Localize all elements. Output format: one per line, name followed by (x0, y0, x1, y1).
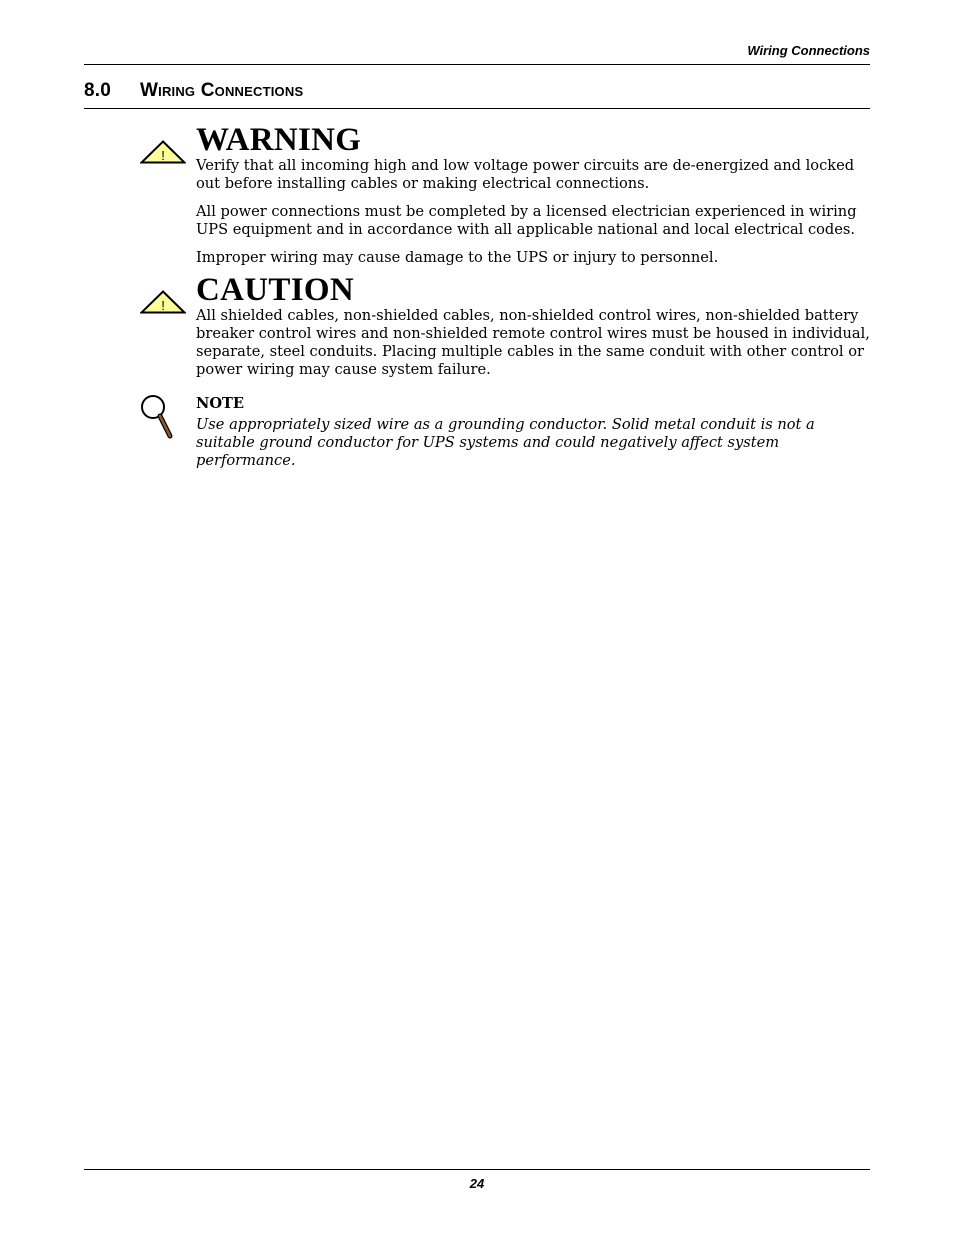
page-number: 24 (469, 1176, 485, 1191)
running-header: Wiring Connections (747, 43, 870, 58)
section-heading: Wiring Connections (140, 80, 304, 101)
svg-text:!: ! (161, 298, 165, 313)
warning-block (196, 123, 876, 267)
note-text: Use appropriately sized wire as a grounding conductor. Solid metal conduit is not a suitable ground conductor for UPS systems and could negatively affect system performance. (196, 416, 815, 469)
section-rule (84, 108, 870, 109)
note-label: NOTE (196, 395, 245, 412)
warning-paragraph: All power connections must be completed by a licensed electrician experienced in wiring UPS equipment and in accordance with all applicable national and local electrical codes. (196, 203, 857, 238)
note-block (196, 395, 876, 470)
warning-heading: WARNING (196, 122, 362, 158)
section-title (84, 80, 303, 102)
warning-paragraph: Verify that all incoming high and low voltage power circuits are de-energized and locked out before installing cables or making electrical connections. (196, 157, 855, 192)
header-rule (84, 64, 870, 65)
caution-heading: CAUTION (196, 272, 354, 308)
section-number: 8.0 (84, 80, 112, 101)
warning-triangle-icon (140, 140, 186, 164)
caution-triangle-icon (140, 290, 186, 314)
svg-text:!: ! (161, 148, 165, 163)
warning-paragraph: Improper wiring may cause damage to the UPS or injury to personnel. (196, 249, 719, 266)
footer-rule (84, 1169, 870, 1170)
magnifying-glass-icon (140, 394, 174, 440)
caution-block (196, 273, 876, 379)
caution-paragraph: All shielded cables, non-shielded cables, non-shielded control wires, non-shielded battery breaker control wires and non-shielded remote control wires must be housed in individual, separate, steel conduits. Placing multiple cables in the same conduit with other control or power wiring may cause system failure. (196, 307, 870, 378)
